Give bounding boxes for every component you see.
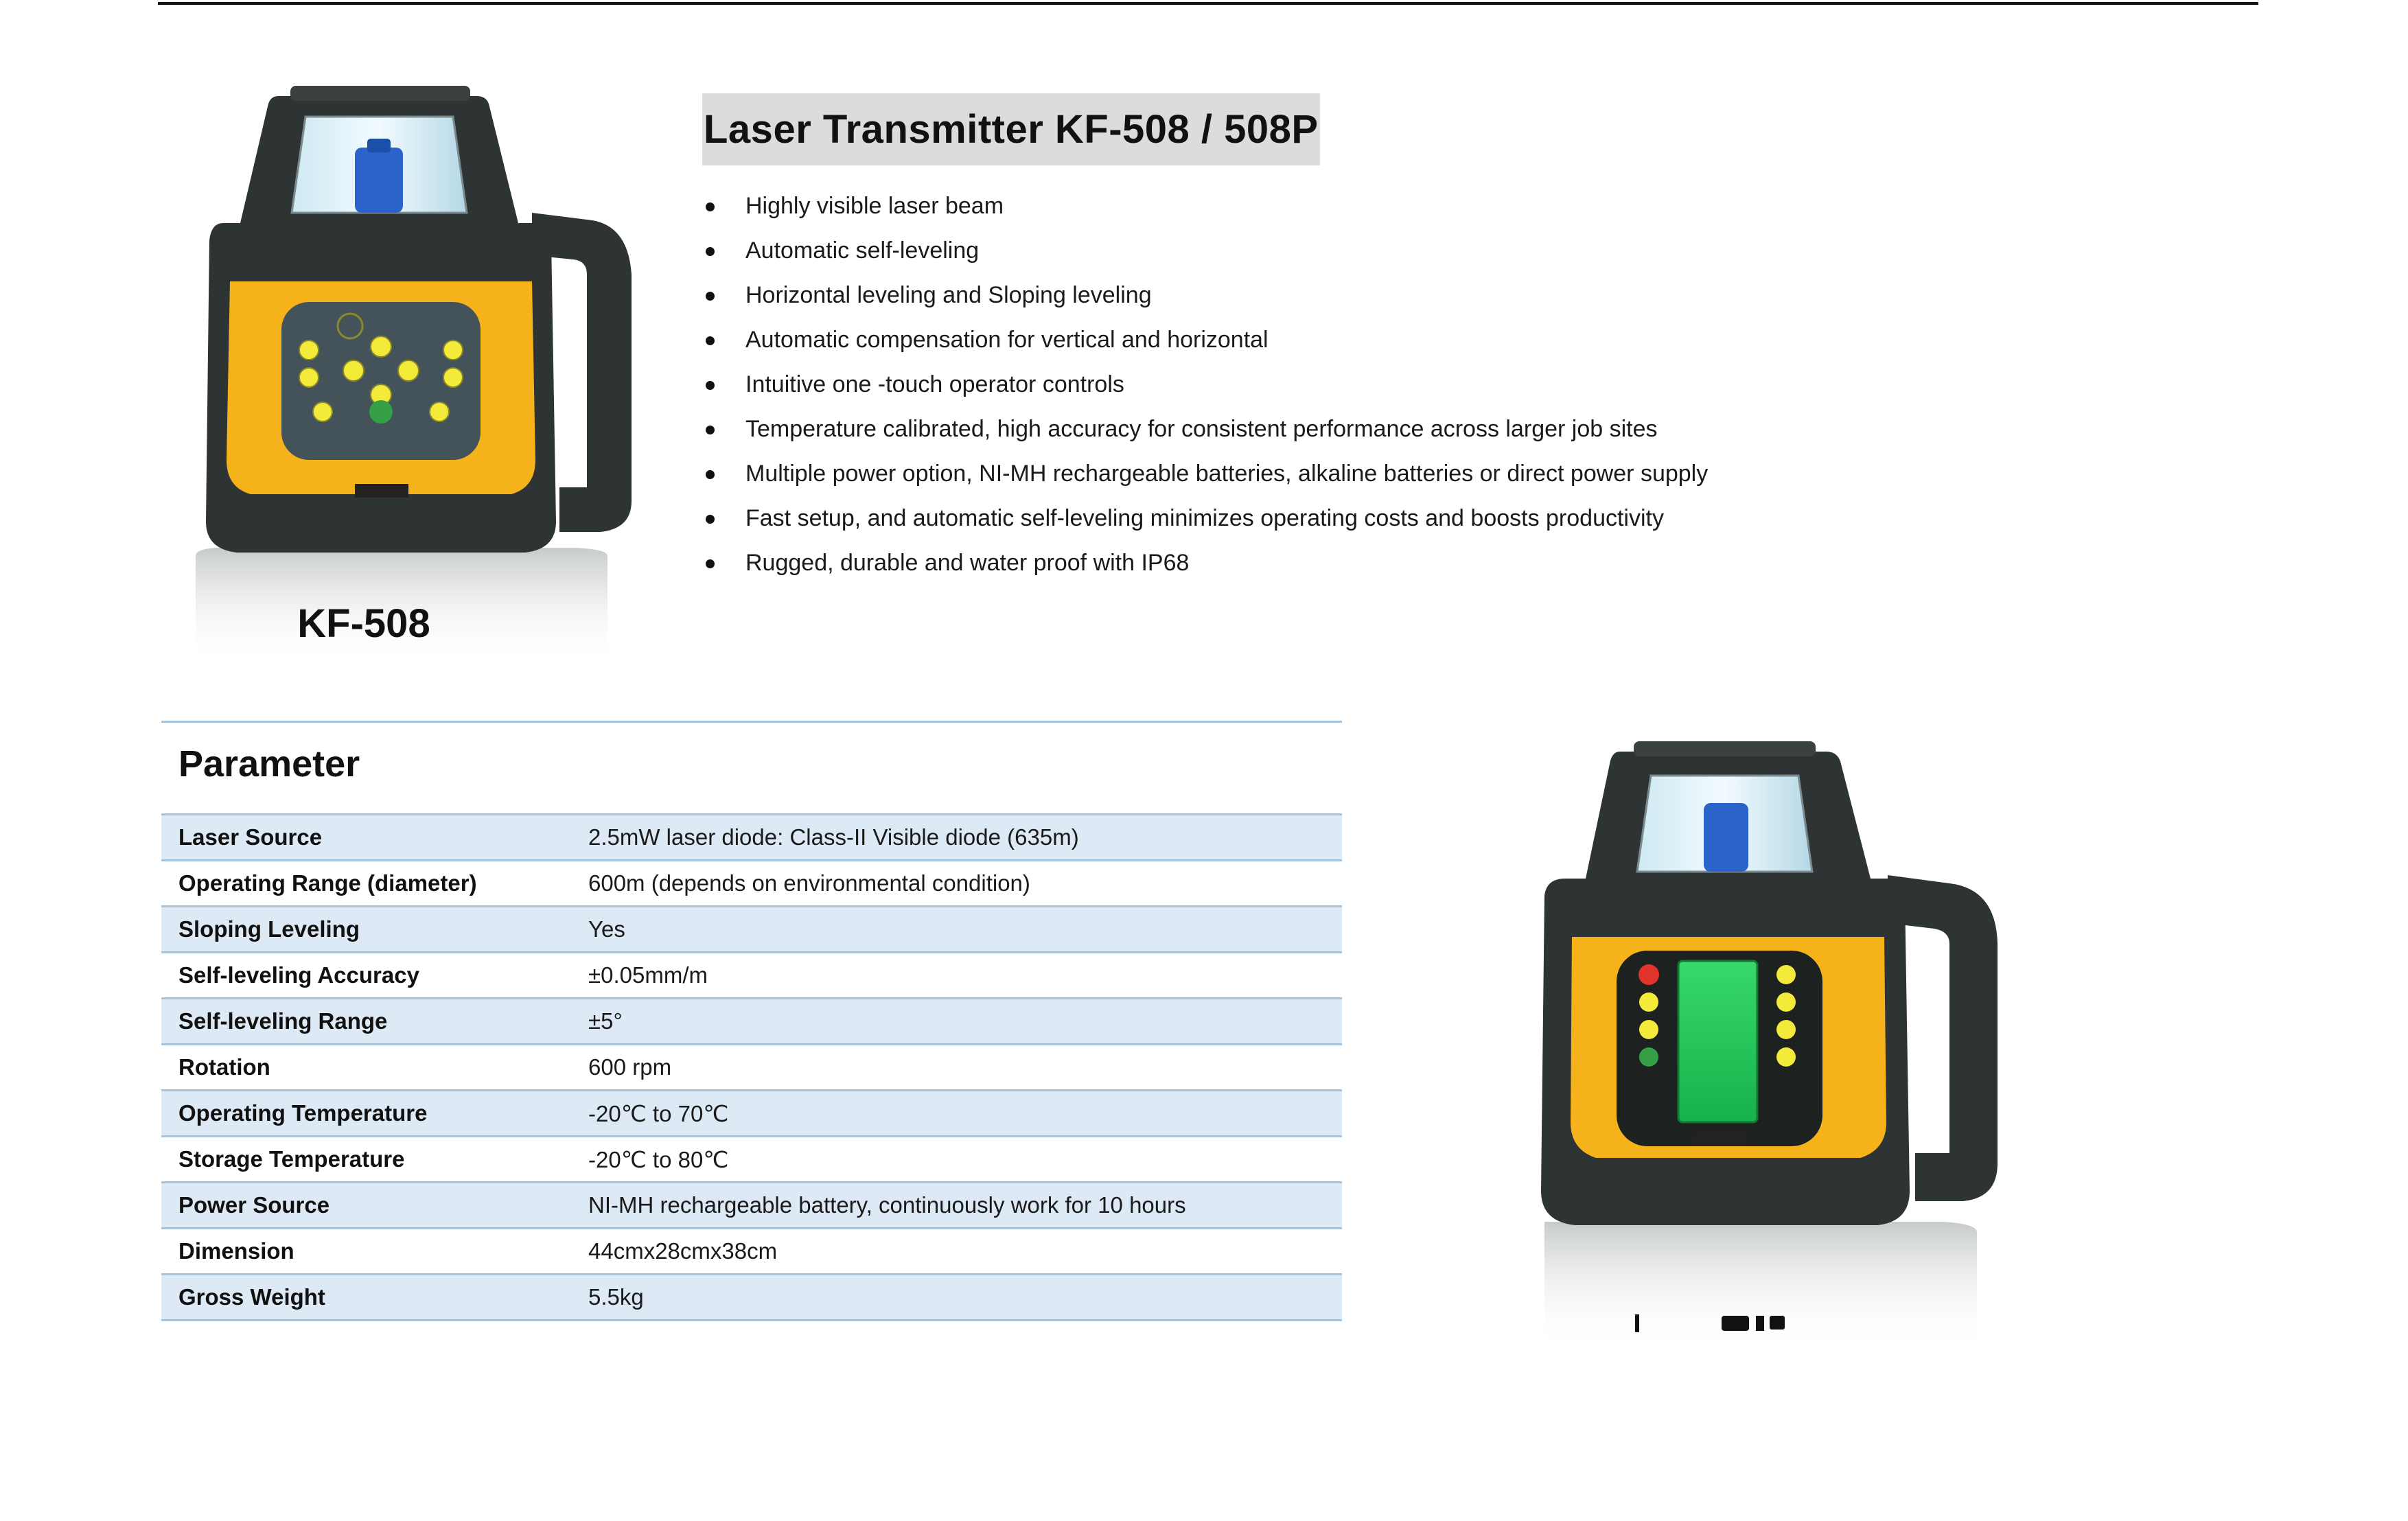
bullet-icon	[706, 292, 715, 301]
product-photo-kf-508p	[1503, 738, 2039, 1349]
bullet-icon	[706, 247, 715, 256]
param-value: -20℃ to 70℃	[588, 1100, 729, 1126]
bullet-icon	[706, 426, 715, 434]
feature-item: Automatic self-leveling	[700, 229, 1708, 273]
feature-list	[700, 184, 1708, 585]
product-photo-kf-508	[175, 76, 662, 666]
table-row	[161, 1043, 1342, 1089]
feature-item: Horizontal leveling and Sloping leveling	[700, 273, 1708, 318]
param-value: ±5°	[588, 1008, 623, 1034]
feature-item: Multiple power option, NI-MH rechargeable batteries, alkaline batteries or direct power supply	[700, 452, 1708, 496]
bullet-icon	[706, 515, 715, 524]
table-row	[161, 951, 1342, 997]
param-label: Dimension	[178, 1238, 294, 1264]
param-label: Self-leveling Range	[178, 1008, 388, 1034]
param-label: Laser Source	[178, 824, 323, 850]
top-rule	[158, 2, 2258, 5]
param-value: -20℃ to 80℃	[588, 1146, 729, 1172]
param-label: Sloping Leveling	[178, 916, 360, 942]
param-label: Rotation	[178, 1054, 270, 1080]
param-value: 2.5mW laser diode: Class-II Visible diode (635m)	[588, 824, 1079, 850]
table-row	[161, 813, 1342, 859]
param-value: 5.5kg	[588, 1284, 644, 1310]
param-value: NI-MH rechargeable battery, continuously work for 10 hours	[588, 1192, 1186, 1218]
title-highlight	[702, 93, 1320, 165]
table-row	[161, 1089, 1342, 1135]
table-row	[161, 1227, 1342, 1273]
bullet-icon	[706, 336, 715, 345]
param-label: Operating Temperature	[178, 1100, 428, 1126]
param-label: Self-leveling Accuracy	[178, 962, 419, 988]
feature-item: Temperature calibrated, high accuracy for consistent performance across larger job sites	[700, 407, 1708, 452]
param-value: 600m (depends on environmental condition)	[588, 870, 1030, 896]
parameter-table	[161, 813, 1342, 1321]
param-value: 600 rpm	[588, 1054, 672, 1080]
parameter-heading: Parameter	[178, 743, 360, 785]
table-row	[161, 1181, 1342, 1227]
feature-item: Rugged, durable and water proof with IP68	[700, 541, 1708, 585]
param-value: Yes	[588, 916, 625, 942]
table-row	[161, 905, 1342, 951]
bullet-icon	[706, 202, 715, 211]
bullet-icon	[706, 470, 715, 479]
feature-item: Highly visible laser beam	[700, 184, 1708, 229]
page-title: Laser Transmitter KF-508 / 508P	[704, 107, 1319, 152]
table-row	[161, 1273, 1342, 1321]
table-row	[161, 997, 1342, 1043]
feature-item: Fast setup, and automatic self-leveling minimizes operating costs and boosts productivity	[700, 496, 1708, 541]
bullet-icon	[706, 559, 715, 568]
table-row	[161, 1135, 1342, 1181]
param-value: ±0.05mm/m	[588, 962, 708, 988]
parameter-top-rule	[161, 721, 1342, 723]
param-label: Storage Temperature	[178, 1146, 405, 1172]
table-row	[161, 859, 1342, 905]
model-caption: KF-508	[297, 601, 430, 646]
feature-item: Intuitive one -touch operator controls	[700, 362, 1708, 407]
bullet-icon	[706, 381, 715, 390]
feature-item: Automatic compensation for vertical and horizontal	[700, 318, 1708, 362]
param-label: Gross Weight	[178, 1284, 325, 1310]
param-label: Power Source	[178, 1192, 330, 1218]
param-value: 44cmx28cmx38cm	[588, 1238, 778, 1264]
param-label: Operating Range (diameter)	[178, 870, 477, 896]
